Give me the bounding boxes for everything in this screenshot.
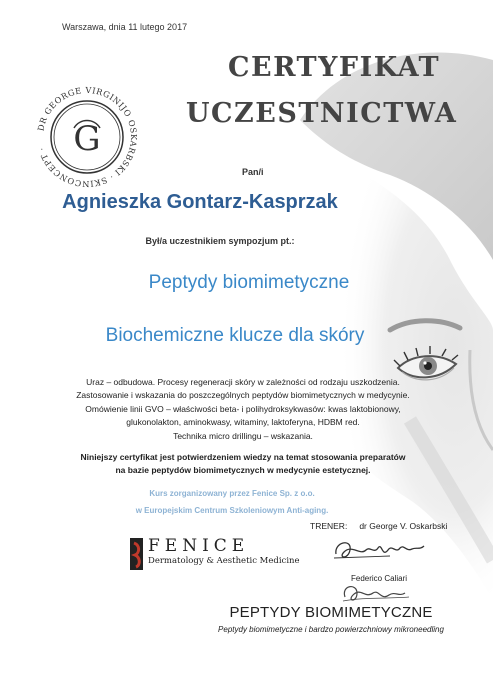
fenice-logo-name: FENICE xyxy=(148,536,250,556)
program-line: Uraz – odbudowa. Procesy regeneracji skóry w zależności od rodzaju uszkodzenia. xyxy=(86,377,400,387)
confirmation-line: na bazie peptydów biomimetycznych w medycynie estetycznej. xyxy=(115,465,371,475)
topic-line-1: Peptydy biomimetyczne xyxy=(148,272,350,293)
course-line: w Europejskim Centrum Szkoleniowym Anti-aging. xyxy=(135,506,329,515)
cosigner-name: Federico Caliari xyxy=(351,574,408,583)
seal-logo-icon xyxy=(32,82,142,192)
fenice-logo-tagline: Dermatology & Aesthetic Medicine xyxy=(148,556,300,566)
topic-line-2: Biochemiczne klucze dla skóry xyxy=(105,325,365,346)
seal-ring-text: DR GEORGE VIRGINIJO OSKARBSKI · SKINCONCEPT · xyxy=(35,84,140,190)
trainer-name: dr George V. Oskarbski xyxy=(359,521,448,531)
program-line: glukonolakton, aminokwasy, witaminy, laktoferyna, HDBM red. xyxy=(126,417,360,428)
program-text xyxy=(0,376,486,443)
salutation: Pan/i xyxy=(242,167,264,177)
participant-name: Agnieszka Gontarz-Kasprzak xyxy=(62,191,338,213)
date-line: Warszawa, dnia 11 lutego 2017 xyxy=(62,22,188,32)
program-line: Zastosowanie i wskazania do poszczególnych peptydów biomimetycznych w medycynie. xyxy=(76,390,410,401)
participation-text: Był/a uczestnikiem sympozjum pt.: xyxy=(145,236,295,246)
course-line: Kurs zorganizowany przez Fenice Sp. z o.o. xyxy=(149,489,315,498)
seal-monogram: G xyxy=(73,119,101,159)
certificate-title-line2: UCZESTNICTWA xyxy=(186,98,458,129)
program-line: Technika micro drillingu – wskazania. xyxy=(173,430,313,441)
confirmation-line: Niniejszy certyfikat jest potwierdzeniem wiedzy na temat stosowania preparatów xyxy=(80,452,406,462)
trainer-label: TRENER: xyxy=(310,521,348,531)
program-line: Omówienie linii GVO – właściwości beta- i polihydroksykwasów: kwas laktobionowy, xyxy=(85,403,401,414)
certificate-title-line1: CERTYFIKAT xyxy=(228,52,441,83)
signature-icon xyxy=(330,532,430,566)
course-info xyxy=(0,485,464,519)
footer-title: PEPTYDY BIOMIMETYCZNE xyxy=(229,604,433,621)
footer-subtitle: Peptydy biomimetyczne i bardzo powierzchniowy mikroneedling xyxy=(218,625,444,634)
confirmation-text xyxy=(0,451,486,477)
trainer-line xyxy=(310,521,447,531)
